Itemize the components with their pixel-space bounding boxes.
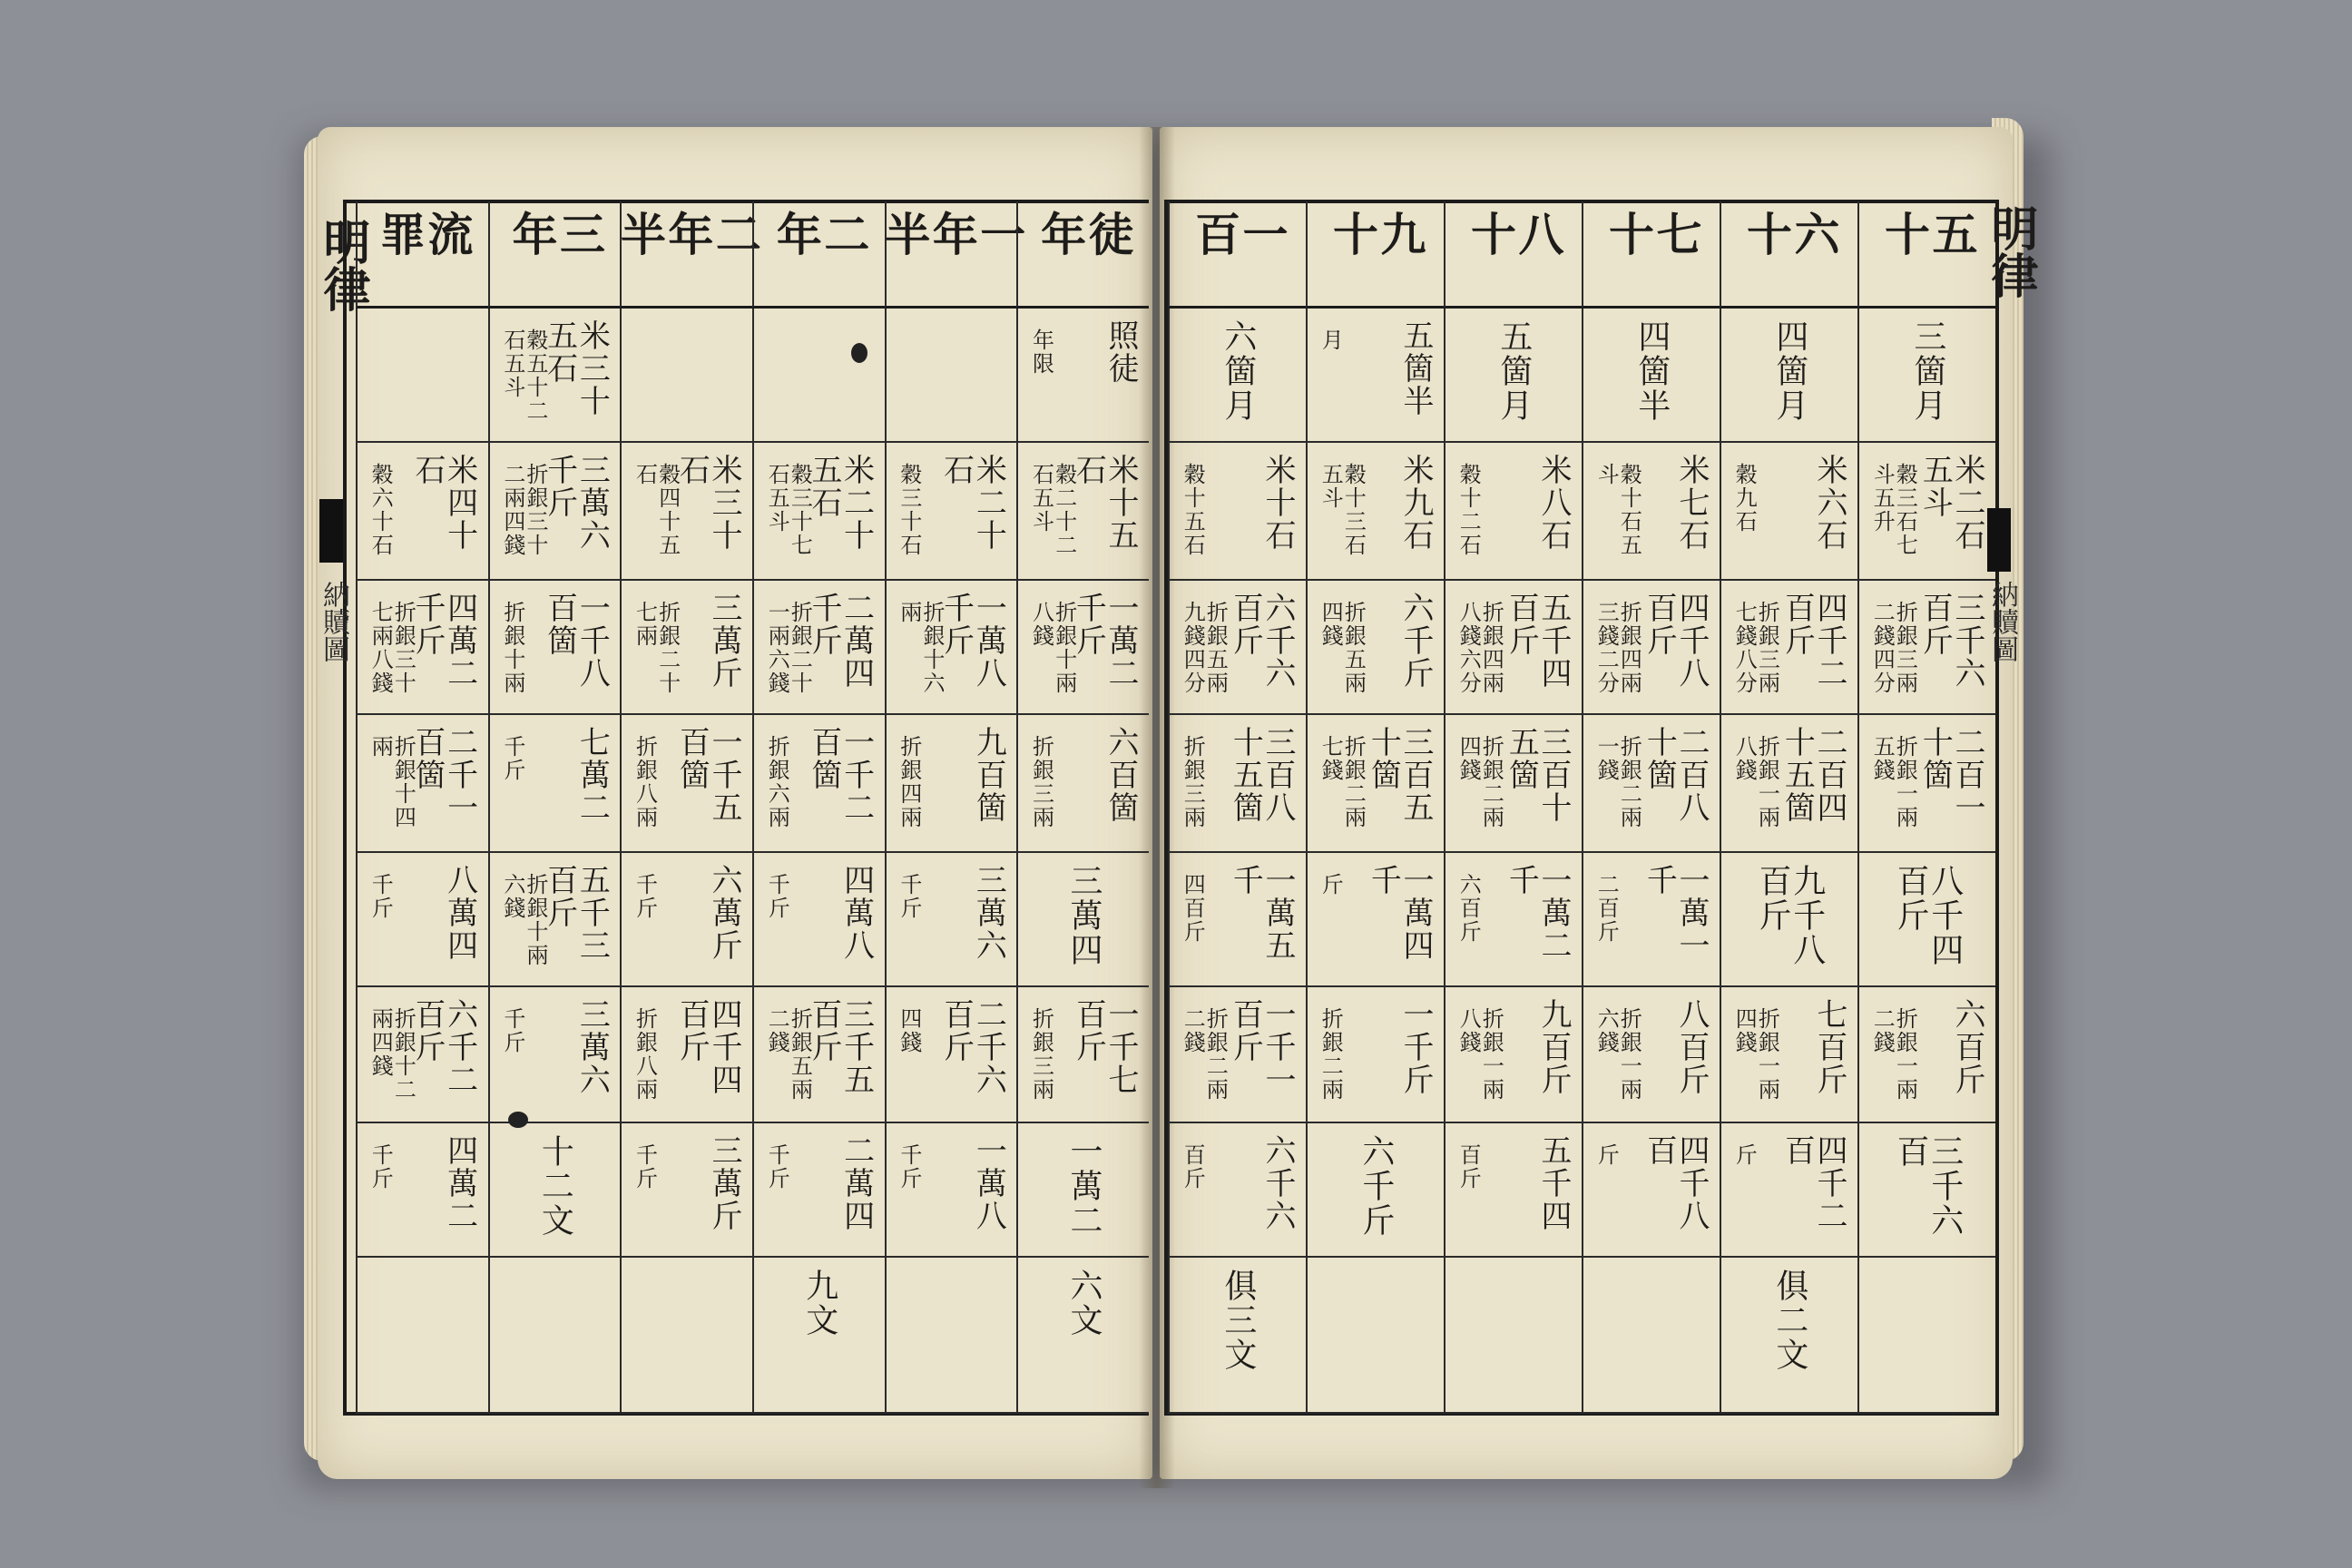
cell-sub-text: 折銀五兩四錢	[1318, 601, 1367, 695]
column-header	[612, 201, 762, 309]
table-cell	[488, 853, 621, 987]
table-cell	[885, 309, 1017, 443]
cell-main-text: 四千二百	[1779, 1134, 1847, 1232]
table-cell	[885, 1123, 1017, 1258]
cell-main-text: 米六石	[1811, 454, 1847, 552]
cell-main-text: 一萬二千	[1503, 864, 1572, 962]
cell-main-text: 六箇月	[1219, 319, 1257, 423]
column-header-label: 一年半	[877, 211, 1027, 260]
column-header	[1306, 201, 1444, 309]
cell-main-text: 一千斤	[1397, 998, 1434, 1096]
cell-main-text: 五千四百斤	[1503, 592, 1572, 690]
cell-sub-text: 斤	[1731, 1143, 1758, 1167]
cell-sub-text: 穀五十二石五斗	[499, 328, 549, 423]
cell-main-text: 一千一百斤	[1227, 998, 1296, 1096]
cell-main-text: 三百五十箇	[1365, 726, 1434, 824]
cell-sub-text: 折銀四兩	[896, 735, 922, 829]
table-cell	[1444, 987, 1582, 1123]
cell-main-text: 五千四	[1535, 1134, 1572, 1232]
table-cell	[1444, 853, 1582, 987]
column-header-label: 六十	[1740, 211, 1841, 260]
table-cell	[488, 443, 621, 581]
cell-main-text: 三萬六	[970, 864, 1007, 962]
table-cell	[1306, 581, 1444, 715]
table-cell	[752, 987, 885, 1123]
cell-sub-text: 折銀二兩一錢	[1593, 735, 1642, 829]
cell-sub-text: 穀十石五斗	[1593, 463, 1642, 557]
cell-sub-text: 穀二十二石五斗	[1028, 463, 1077, 557]
cell-sub-text: 穀四十五石	[632, 463, 681, 557]
cell-main-text: 五千三百斤	[541, 864, 611, 962]
cell-main-text: 三百八十五箇	[1227, 726, 1296, 824]
table-cell	[1168, 1123, 1306, 1258]
cell-sub-text: 折銀三十七兩八錢	[368, 601, 416, 695]
cell-main-text: 六萬斤	[706, 864, 742, 962]
table-cell	[488, 309, 621, 443]
table-cell	[1016, 443, 1149, 581]
table-cell	[488, 581, 621, 715]
table-cell	[1720, 309, 1857, 443]
cell-sub-text: 折銀十二兩四錢	[368, 1007, 416, 1102]
table-cell	[620, 853, 752, 987]
cell-main-text: 九千八百斤	[1754, 864, 1826, 967]
cell-sub-text: 千斤	[764, 1143, 790, 1191]
table-cell	[620, 443, 752, 581]
cell-sub-text: 六百斤	[1455, 873, 1482, 944]
column-header-label: 五十	[1877, 211, 1979, 260]
cell-sub-text: 折銀二兩七錢	[1318, 735, 1367, 829]
table-cell	[1306, 443, 1444, 581]
cell-main-text: 三箇月	[1908, 319, 1946, 423]
column-header-label: 二年	[769, 211, 871, 260]
cell-main-text: 四千八百	[1641, 1134, 1710, 1232]
cell-main-text: 三萬六	[573, 998, 611, 1096]
column-header	[1168, 201, 1306, 309]
table-cell	[1016, 1123, 1149, 1258]
column-header	[1582, 201, 1720, 309]
cell-sub-text: 千斤	[632, 873, 658, 920]
table-cell	[885, 715, 1017, 853]
table-cell	[1444, 309, 1582, 443]
cell-main-text: 四萬二千斤	[408, 592, 478, 690]
cell-main-text: 三萬四	[1065, 864, 1103, 967]
cell-main-text: 四千八百斤	[1641, 592, 1710, 690]
table-cell	[1016, 715, 1149, 853]
table-cell	[1016, 1258, 1149, 1414]
column-header	[1857, 201, 1995, 309]
cell-main-text: 二百八十箇	[1641, 726, 1710, 824]
column-header-label: 流罪	[372, 211, 475, 260]
ink-blot	[851, 343, 867, 363]
right-margin-title: 明律	[1983, 204, 2038, 299]
cell-main-text: 五箇半	[1397, 319, 1434, 417]
cell-main-text: 三萬斤	[706, 1134, 742, 1232]
cell-sub-text: 千斤	[499, 735, 525, 782]
table-cell	[356, 581, 488, 715]
cell-main-text: 米四十石	[408, 454, 478, 552]
right-page-table	[1168, 201, 1995, 1414]
table-cell	[885, 853, 1017, 987]
table-cell	[620, 1123, 752, 1258]
table-cell	[1720, 1258, 1857, 1414]
table-cell	[1016, 581, 1149, 715]
cell-sub-text: 折銀八兩	[632, 735, 658, 829]
cell-main-text: 七百斤	[1811, 998, 1847, 1096]
cell-sub-text: 折銀三兩七錢八分	[1731, 601, 1780, 695]
table-cell	[1857, 987, 1995, 1123]
cell-main-text: 九百箇	[970, 726, 1007, 824]
cell-main-text: 二千六百斤	[937, 998, 1007, 1096]
table-cell	[1857, 581, 1995, 715]
cell-sub-text: 四錢	[896, 1007, 922, 1054]
cell-sub-text: 穀十三石五斗	[1318, 463, 1367, 557]
cell-sub-text: 斤	[1593, 1143, 1620, 1167]
table-cell	[1582, 581, 1720, 715]
table-cell	[620, 309, 752, 443]
cell-sub-text: 折銀二十一兩六錢	[764, 601, 813, 695]
column-header-label: 七十	[1602, 211, 1703, 260]
left-margin-title: 明律	[315, 218, 370, 312]
cell-sub-text: 折銀十兩六錢	[499, 873, 549, 967]
table-cell	[1168, 715, 1306, 853]
cell-main-text: 四千四百斤	[673, 998, 742, 1096]
cell-main-text: 六百箇	[1102, 726, 1139, 824]
cell-main-text: 米八石	[1535, 454, 1572, 552]
table-cell	[1306, 853, 1444, 987]
table-cell	[1306, 715, 1444, 853]
cell-sub-text: 千斤	[499, 1007, 525, 1054]
cell-sub-text: 斤	[1318, 873, 1344, 897]
cell-main-text: 六千二百斤	[408, 998, 478, 1096]
cell-sub-text: 折銀十兩八錢	[1028, 601, 1077, 695]
table-cell	[620, 581, 752, 715]
cell-main-text: 八百斤	[1673, 998, 1710, 1096]
cell-sub-text: 穀三石七斗五升	[1869, 463, 1918, 557]
table-cell	[1444, 581, 1582, 715]
cell-main-text: 二萬四千斤	[805, 592, 875, 690]
cell-main-text: 九百斤	[1535, 998, 1572, 1096]
table-cell	[488, 987, 621, 1123]
table-cell	[356, 987, 488, 1123]
cell-main-text: 米七石	[1673, 454, 1710, 552]
cell-main-text: 米三十石	[673, 454, 742, 552]
cell-sub-text: 折銀二兩四錢	[1455, 735, 1504, 829]
cell-sub-text: 折銀十六兩	[896, 601, 946, 695]
table-cell	[356, 1258, 488, 1414]
cell-sub-text: 百斤	[1180, 1143, 1206, 1191]
cell-main-text: 米二十石	[937, 454, 1007, 552]
cell-main-text: 六百斤	[1949, 998, 1985, 1096]
cell-sub-text: 折銀二兩	[1318, 1007, 1344, 1102]
cell-main-text: 七萬二	[573, 726, 611, 824]
column-header-label: 三年	[505, 211, 606, 260]
table-cell	[752, 853, 885, 987]
table-cell	[1168, 1258, 1306, 1414]
table-cell	[752, 1258, 885, 1414]
cell-sub-text: 折銀十兩	[499, 601, 525, 695]
table-cell	[356, 1123, 488, 1258]
table-cell	[885, 987, 1017, 1123]
table-cell	[752, 715, 885, 853]
cell-sub-text: 千斤	[764, 873, 790, 920]
cell-sub-text: 千斤	[368, 1143, 394, 1191]
cell-main-text: 一千七百斤	[1070, 998, 1139, 1096]
table-cell	[1582, 987, 1720, 1123]
cell-main-text: 四萬二	[441, 1134, 478, 1232]
cell-sub-text: 折銀一兩八錢	[1731, 735, 1780, 829]
table-cell	[1444, 443, 1582, 581]
cell-sub-text: 穀十二石	[1455, 463, 1482, 557]
ink-blot	[508, 1112, 528, 1128]
cell-main-text: 四箇半	[1632, 319, 1671, 423]
cell-main-text: 俱二文	[1770, 1269, 1808, 1372]
cell-sub-text: 穀三十七石五斗	[764, 463, 813, 557]
cell-main-text: 六千六百斤	[1227, 592, 1296, 690]
table-cell	[1857, 443, 1995, 581]
right-margin-subtitle: 納贖圖	[1986, 581, 2018, 662]
cell-sub-text: 千斤	[896, 1143, 922, 1191]
table-cell	[1444, 1258, 1582, 1414]
cell-sub-text: 折銀六兩	[764, 735, 790, 829]
table-cell	[1016, 853, 1149, 987]
cell-sub-text: 折銀五兩九錢四分	[1180, 601, 1229, 695]
cell-sub-text: 百斤	[1455, 1143, 1482, 1191]
cell-main-text: 米十五石	[1070, 454, 1139, 552]
table-cell	[1582, 715, 1720, 853]
cell-sub-text: 千斤	[896, 873, 922, 920]
cell-main-text: 米三十五石	[541, 319, 611, 417]
cell-main-text: 二百一十箇	[1916, 726, 1985, 824]
column-header-label: 九十	[1326, 211, 1427, 260]
table-cell	[885, 581, 1017, 715]
cell-sub-text: 折銀三兩二錢四分	[1869, 601, 1918, 695]
cell-main-text: 二萬四	[838, 1134, 875, 1232]
cell-main-text: 米二十五石	[805, 454, 875, 552]
cell-main-text: 米十石	[1259, 454, 1296, 552]
table-cell	[752, 443, 885, 581]
cell-sub-text: 折銀三兩	[1028, 735, 1054, 829]
cell-main-text: 九文	[800, 1269, 838, 1338]
table-cell	[1857, 1123, 1995, 1258]
cell-sub-text: 折銀一兩六錢	[1593, 1007, 1642, 1102]
cell-main-text: 四箇月	[1770, 319, 1808, 423]
table-cell	[1168, 309, 1306, 443]
table-cell	[1582, 309, 1720, 443]
table-cell	[356, 715, 488, 853]
cell-main-text: 五箇月	[1494, 319, 1533, 423]
cell-sub-text: 千斤	[632, 1143, 658, 1191]
cell-sub-text: 折銀一兩二錢	[1869, 1007, 1918, 1102]
table-cell	[620, 1258, 752, 1414]
cell-main-text: 一萬八	[970, 1134, 1007, 1232]
table-cell	[1720, 853, 1857, 987]
cell-main-text: 三萬六千斤	[541, 454, 611, 552]
cell-sub-text: 穀十五石	[1180, 463, 1206, 557]
table-cell	[885, 1258, 1017, 1414]
column-header	[1444, 201, 1582, 309]
cell-main-text: 一萬五千	[1227, 864, 1296, 962]
table-cell	[752, 309, 885, 443]
cell-sub-text: 四百斤	[1180, 873, 1206, 944]
table-cell	[1720, 715, 1857, 853]
column-header-label: 八十	[1464, 211, 1565, 260]
table-cell	[1720, 581, 1857, 715]
cell-sub-text: 折銀四兩三錢二分	[1593, 601, 1642, 695]
left-margin-subtitle: 納贖圖	[318, 581, 349, 662]
cell-main-text: 六千六	[1259, 1134, 1296, 1232]
table-cell	[885, 443, 1017, 581]
cell-sub-text: 折銀二兩二錢	[1180, 1007, 1229, 1102]
cell-main-text: 米二石五斗	[1916, 454, 1985, 552]
table-cell	[1444, 715, 1582, 853]
table-cell	[752, 1123, 885, 1258]
cell-sub-text: 穀九石	[1731, 463, 1758, 534]
column-header-label: 二年半	[612, 211, 762, 260]
left-fold-mark	[319, 499, 343, 563]
table-cell	[1444, 1123, 1582, 1258]
table-cell	[1168, 853, 1306, 987]
table-cell	[1306, 1123, 1444, 1258]
cell-sub-text: 折銀二十七兩	[632, 601, 681, 695]
cell-main-text: 八千四百斤	[1892, 864, 1964, 967]
cell-sub-text: 折銀三兩	[1028, 1007, 1054, 1102]
table-cell	[1306, 309, 1444, 443]
column-header-label: 徒年	[1034, 211, 1135, 260]
cell-sub-text: 穀三十石	[896, 463, 922, 557]
table-cell	[356, 853, 488, 987]
cell-main-text: 一萬四千	[1365, 864, 1434, 962]
table-cell	[620, 987, 752, 1123]
table-cell	[1720, 443, 1857, 581]
cell-main-text: 三千六百	[1892, 1134, 1964, 1238]
cell-sub-text: 月	[1318, 328, 1344, 352]
column-header-label: 一百	[1188, 211, 1289, 260]
table-cell	[1720, 1123, 1857, 1258]
cell-main-text: 俱三文	[1219, 1269, 1257, 1372]
table-cell	[1857, 853, 1995, 987]
table-cell	[1857, 309, 1995, 443]
cell-main-text: 三千五百斤	[805, 998, 875, 1096]
cell-main-text: 十二文	[536, 1134, 574, 1238]
cell-sub-text: 折銀八兩	[632, 1007, 658, 1102]
table-cell	[1306, 1258, 1444, 1414]
cell-main-text: 一千八百箇	[541, 592, 611, 690]
cell-sub-text: 折銀一兩四錢	[1731, 1007, 1780, 1102]
cell-main-text: 三百十五箇	[1503, 726, 1572, 824]
table-cell	[1720, 987, 1857, 1123]
cell-sub-text: 折銀五兩二錢	[764, 1007, 813, 1102]
cell-main-text: 一萬二千斤	[1070, 592, 1139, 690]
table-cell	[1168, 581, 1306, 715]
cell-main-text: 八萬四	[441, 864, 478, 962]
cell-main-text: 一千五百箇	[673, 726, 742, 824]
table-cell	[1857, 1258, 1995, 1414]
cell-main-text: 米九石	[1397, 454, 1434, 552]
cell-sub-text: 折銀一兩八錢	[1455, 1007, 1504, 1102]
table-cell	[1168, 443, 1306, 581]
column-header	[877, 201, 1027, 309]
column-header	[1016, 201, 1149, 309]
cell-sub-text: 折銀一兩五錢	[1869, 735, 1918, 829]
cell-main-text: 二千一百箇	[408, 726, 478, 824]
table-cell	[1582, 443, 1720, 581]
table-cell	[1582, 1258, 1720, 1414]
cell-sub-text: 千斤	[368, 873, 394, 920]
table-cell	[1582, 853, 1720, 987]
table-cell	[488, 715, 621, 853]
cell-main-text: 一萬八千斤	[937, 592, 1007, 690]
table-cell	[488, 1123, 621, 1258]
table-cell	[1016, 309, 1149, 443]
table-cell	[1582, 1123, 1720, 1258]
cell-sub-text: 折銀十四兩	[368, 735, 416, 829]
column-header	[488, 201, 621, 309]
left-page-table	[356, 201, 1149, 1414]
table-cell	[1857, 715, 1995, 853]
cell-main-text: 三萬斤	[706, 592, 742, 690]
column-header	[1720, 201, 1857, 309]
table-cell	[356, 443, 488, 581]
table-cell	[1168, 987, 1306, 1123]
cell-main-text: 一千二百箇	[805, 726, 875, 824]
cell-main-text: 一萬一千	[1641, 864, 1710, 962]
cell-main-text: 六千斤	[1397, 592, 1434, 690]
cell-sub-text: 折銀三十二兩四錢	[499, 463, 549, 557]
cell-sub-text: 年限	[1028, 328, 1054, 376]
cell-main-text: 六千斤	[1357, 1134, 1395, 1238]
cell-sub-text: 折銀四兩八錢六分	[1455, 601, 1504, 695]
table-cell	[1306, 987, 1444, 1123]
table-cell	[620, 715, 752, 853]
cell-main-text: 二百四十五箇	[1779, 726, 1847, 824]
cell-main-text: 一萬二	[1065, 1134, 1103, 1238]
cell-main-text: 六文	[1065, 1269, 1103, 1338]
column-header	[356, 201, 488, 309]
column-header	[752, 201, 885, 309]
cell-sub-text: 穀六十石	[368, 463, 394, 557]
cell-sub-text: 二百斤	[1593, 873, 1620, 944]
cell-main-text: 四萬八	[838, 864, 875, 962]
table-cell	[1016, 987, 1149, 1123]
cell-main-text: 三千六百斤	[1916, 592, 1985, 690]
cell-main-text: 照徒	[1102, 319, 1139, 385]
cell-main-text: 四千二百斤	[1779, 592, 1847, 690]
table-cell	[752, 581, 885, 715]
table-cell	[488, 1258, 621, 1414]
table-cell	[356, 309, 488, 443]
cell-sub-text: 折銀三兩	[1180, 735, 1206, 829]
